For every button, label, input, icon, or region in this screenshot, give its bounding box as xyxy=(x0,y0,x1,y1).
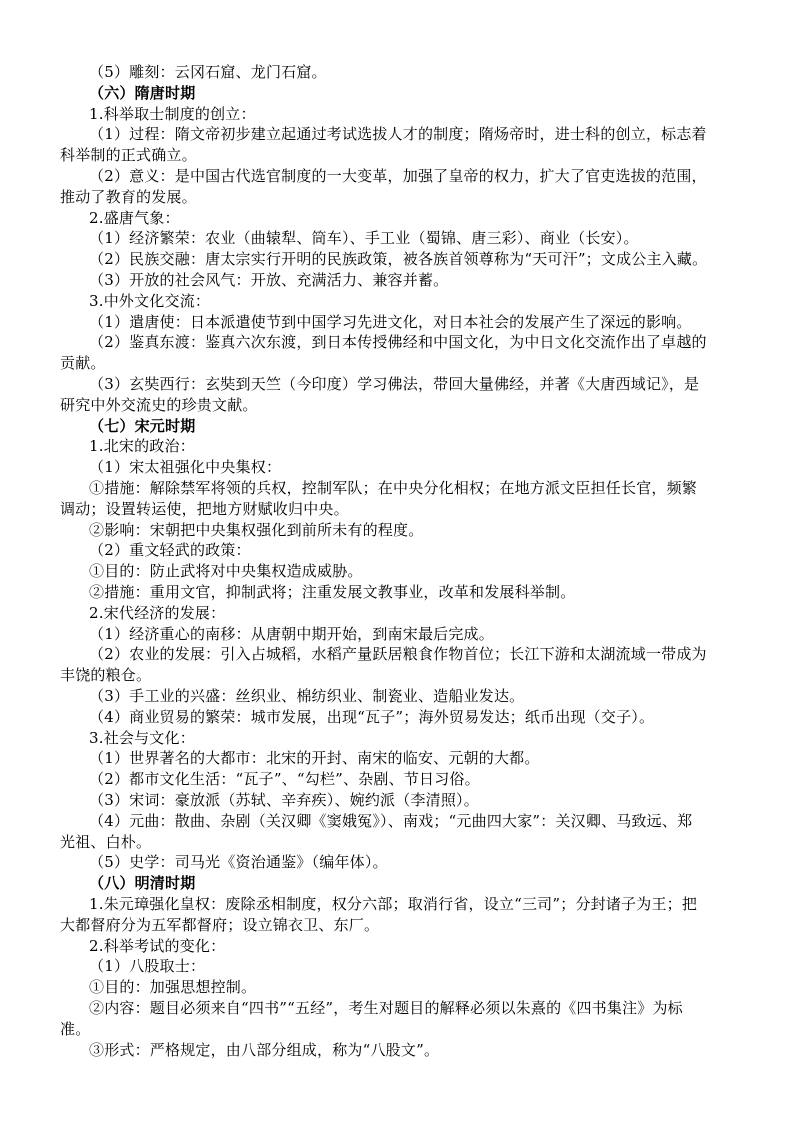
document-line: ②内容：题目必须来自“四书”“五经”，考生对题目的解释必须以朱熹的《四书集注》为标 xyxy=(89,999,683,1017)
document-line: （1）世界著名的大都市：北宋的开封、南宋的临安、元朝的大都。 xyxy=(89,749,540,768)
document-line: （4）商业贸易的繁荣：城市发展，出现“瓦子”；海外贸易发达；纸币出现（交子）。 xyxy=(89,707,655,726)
section-heading: （七）宋元时期 xyxy=(89,416,196,435)
section-heading: （六）隋唐时期 xyxy=(89,83,196,102)
section-heading: （八）明清时期 xyxy=(89,874,196,893)
document-line: （5）史学：司马光《资治通鉴》（编年体）。 xyxy=(89,853,388,872)
document-line: 研究中外交流史的珍贵文献。 xyxy=(60,395,258,414)
document-line: 2.科举考试的变化： xyxy=(89,936,226,955)
document-line: 贡献。 xyxy=(60,354,106,373)
document-line: 调动；设置转运使，把地方财赋收归中央。 xyxy=(60,499,349,518)
document-line: （2）民族交融：唐太宗实行开明的民族政策，被各族首领尊称为“天可汗”；文成公主入藏。 xyxy=(89,250,708,269)
document-line: （4）元曲：散曲、杂剧（关汉卿《窦娥冤》）、南戏；“元曲四大家”：关汉卿、马致远、郑 xyxy=(89,811,693,830)
document-line: ②措施：重用文官，抑制武将；注重发展文教事业，改革和发展科举制。 xyxy=(89,583,576,601)
document-line: （1）宋太祖强化中央集权： xyxy=(89,458,282,477)
document-line: （3）开放的社会风气：开放、充满活力、兼容并蓄。 xyxy=(89,271,449,289)
document-line: （1）经济重心的南移：从唐朝中期开始，到南宋最后完成。 xyxy=(89,624,494,643)
document-line: 2.宋代经济的发展： xyxy=(89,603,226,622)
document-line: 3.社会与文化： xyxy=(89,728,195,747)
document-line: （2）都市文化生活：“瓦子”、“勾栏”、杂剧、节日习俗。 xyxy=(89,770,480,789)
document-line: （1）八股取士： xyxy=(89,957,206,976)
document-line: 光祖、白朴。 xyxy=(60,832,152,851)
document-line: 1.科举取士制度的创立： xyxy=(89,104,256,123)
document-line: 大都督府分为五军都督府；设立锦衣卫、东厂。 xyxy=(60,915,380,934)
document-line: ①目的：加强思想控制。 xyxy=(89,978,257,997)
document-line: （1）过程：隋文帝初步建立起通过考试选拔人才的制度；隋炀帝时，进士科的创立，标志着 xyxy=(89,125,707,144)
document-line: （2）鉴真东渡：鉴真六次东渡，到日本传授佛经和中国文化，为中日文化交流作出了卓越的 xyxy=(89,333,707,352)
document-line: 科举制的正式确立。 xyxy=(60,146,197,165)
document-line: （2）重文轻武的政策： xyxy=(89,541,251,560)
document-line: （5）雕刻：云冈石窟、龙门石窟。 xyxy=(89,63,327,81)
document-line: （1）遣唐使：日本派遣使节到中国学习先进文化，对日本社会的发展产生了深远的影响。 xyxy=(89,312,692,331)
document-line: （2）意义：是中国古代选官制度的一大变革，加强了皇帝的权力，扩大了官吏选拔的范围， xyxy=(89,167,707,185)
document-line: （2）农业的发展：引入占城稻，水稻产量跃居粮食作物首位；长江下游和太湖流域一带成为 xyxy=(89,645,707,664)
document-line: 1.朱元璋强化皇权：废除丞相制度，权分六部；取消行省，设立“三司”；分封诸子为王；把 xyxy=(89,895,698,913)
document-line: 2.盛唐气象： xyxy=(89,208,180,227)
document-line: 丰饶的粮仓。 xyxy=(60,666,152,685)
document-line: 3.中外文化交流： xyxy=(89,291,211,310)
document-line: ①目的：防止武将对中央集权造成威胁。 xyxy=(89,562,363,581)
document-line: （1）经济繁荣：农业（曲辕犁、筒车）、手工业（蜀锦、唐三彩）、商业（长安）。 xyxy=(89,229,639,248)
document-line: （3）手工业的兴盛：丝织业、棉纺织业、制瓷业、造船业发达。 xyxy=(89,687,525,705)
document-line: （3）玄奘西行：玄奘到天竺（今印度）学习佛法，带回大量佛经，并著《大唐西域记》，是 xyxy=(89,375,700,393)
document-line: 准。 xyxy=(60,1019,91,1038)
document-line: ①措施：解除禁军将领的兵权，控制军队；在中央分化相权；在地方派文臣担任长官，频繁 xyxy=(89,479,698,497)
document-line: ②影响：宋朝把中央集权强化到前所未有的程度。 xyxy=(89,520,424,539)
document-line: （3）宋词：豪放派（苏轼、辛弃疾）、婉约派（李清照）。 xyxy=(89,791,479,809)
document-line: 1.北宋的政治： xyxy=(89,437,195,456)
document-line: 推动了教育的发展。 xyxy=(60,187,197,206)
document-line: ③形式：严格规定，由八部分组成，称为“八股文”。 xyxy=(89,1040,440,1059)
